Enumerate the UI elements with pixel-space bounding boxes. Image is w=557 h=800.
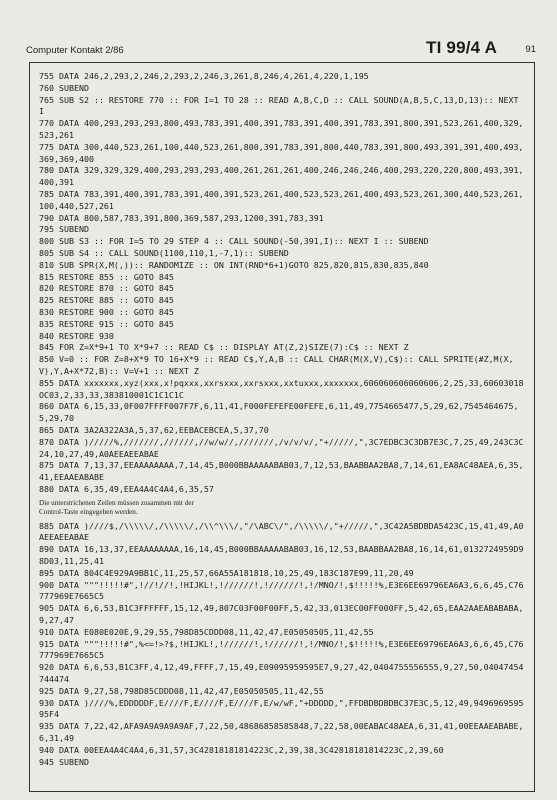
listing-line: 805 SUB S4 :: CALL SOUND(1100,110,1,-7,1):: SUBEND xyxy=(39,247,289,258)
control-key-note: Die unterstrichenen Zeilen müssen zusammen mit der Control-Taste eingegeben werden. xyxy=(39,498,194,516)
page-header xyxy=(26,38,536,58)
listing-line: 910 DATA E080E020E,9,29,55,798D85CDDD08,11,42,47,E05050505,11,42,55 xyxy=(39,626,374,637)
listing-line: 875 DATA 7,13,37,EEAAAAAAAA,7,14,45,B000BBAAAAABAB03,7,12,53,BAABBAA2BA8,7,14,61,EA8AC48AEA,6,35,41,EEAAEABABE xyxy=(39,460,524,483)
section-title: TI 99/4 A xyxy=(426,38,498,57)
listing-line: 775 DATA 300,440,523,261,100,440,523,261,800,391,783,391,800,440,783,391,800,493,391,391,400,493,369,369,400 xyxy=(39,141,524,164)
listing-line: 850 V=0 :: FOR Z=8+X*9 TO 16+X*9 :: READ C$,Y,A,B :: CALL CHAR(M(X,V),C$):: CALL SPRITE(#Z,M(X,V),Y,A+X*72,B):: V=V+1 :: NEXT Z xyxy=(39,354,514,376)
page-number: 91 xyxy=(525,44,536,55)
listing-line: 915 DATA """!!!!!#",%<=!>?$,!HIJKL!,!//////!,!//////!,!/MNO/!,$!!!!!%,E3E6EE69796EA6A3,6,6,45,C76777969E7665C5 xyxy=(39,638,524,661)
listing-line: 820 RESTORE 870 :: GOTO 845 xyxy=(39,283,174,294)
listing-line: 895 DATA 804C4E929A9BB1C,11,25,57,66A55A181818,10,25,49,183C187E99,11,20,49 xyxy=(39,567,414,578)
listing-line: 770 DATA 400,293,293,293,800,493,783,391,400,391,783,391,400,391,783,391,800,391,523,261,400,329,523,261 xyxy=(39,118,524,140)
listing-line: 785 DATA 783,391,400,391,783,391,400,391,523,261,400,523,523,261,400,493,523,261,300,440,523,261,100,440,527,261 xyxy=(39,188,524,211)
listing-line: 760 SUBEND xyxy=(39,82,89,93)
listing-line: 940 DATA 00EEA4A4C4A4,6,31,57,3C42818181814223C,2,39,38,3C42818181814223C,2,39,60 xyxy=(39,744,444,755)
listing-line: 900 DATA """!!!!!#",!//!//!,!HIJKL!,!//////!,!//////!,!/MNO/!,$!!!!!%,E3E6EE69796EA6A3,6,6,45,C76777969E7665C5 xyxy=(39,579,524,602)
listing-line: 840 RESTORE 930 xyxy=(39,330,114,341)
listing-line: 855 DATA xxxxxxx,xyz(xxx,x!pqxxx,xxrsxxx,xxrsxxx,xxtuxxx,xxxxxxx,606060606060606,2,25,33,60603018OC03,2,33,33,383810001C1C1C1C xyxy=(39,377,524,400)
listing-line: 890 DATA 16,13,37,EEAAAAAAAA,16,14,45,B000BBAAAAABAB03,16,12,53,BAABBAA2BA8,16,14,61,0132724959D98D03,11,25,41 xyxy=(39,544,524,567)
listing-line: 905 DATA 6,6,53,B1C3FFFFFF,15,12,49,807C03F00F00FF,5,42,33,013EC00FF000FF,5,42,65,EAA2AAEABABABA,9,27,47 xyxy=(39,603,524,626)
listing-line: 790 DATA 800,587,783,391,800,369,587,293,1200,391,783,391 xyxy=(39,212,324,223)
listing-line: 920 DATA 6,6,53,B1C3FF,4,12,49,FFFF,7,15,49,E09095959595E7,9,27,42,0404755556555,9,27,50,04047454744474 xyxy=(39,662,524,685)
listing-line: 885 DATA )////$,/\\\\\/,/\\\\\/,/\\^\\\/,"/\ABC\/",/\\\\\/,"+/////,",3C42A5BDBDA5423C,15,41,49,A0AEEAEEABAE xyxy=(39,520,524,543)
listing-block-a xyxy=(39,71,526,496)
listing-line: 815 RESTORE 855 :: GOTO 845 xyxy=(39,271,174,282)
listing-line: 780 DATA 329,329,329,400,293,293,293,400,261,261,261,400,246,246,246,400,293,220,220,800,493,391,400,391 xyxy=(39,165,524,188)
listing-line: 830 RESTORE 900 :: GOTO 845 xyxy=(39,306,174,317)
listing-block-b xyxy=(39,521,526,769)
magazine-name: Computer Kontakt 2/86 xyxy=(26,45,124,56)
listing-line: 865 DATA 3A2A322A3A,5,37,62,EEBACEBCEA,5,37,70 xyxy=(39,424,269,435)
listing-line: 810 SUB SPR(X,M(,)):: RANDOMIZE :: ON INT(RND*6+1)GOTO 825,820,815,830,835,840 xyxy=(39,259,429,270)
listing-line: 765 SUB S2 :: RESTORE 770 :: FOR I=1 TO 28 :: READ A,B,C,D :: CALL SOUND(A,B,5,C,13,D,13):: NEXT I xyxy=(39,94,524,117)
program-listing xyxy=(29,62,535,792)
listing-line: 835 RESTORE 915 :: GOTO 845 xyxy=(39,318,174,329)
listing-line: 870 DATA )/////%,///////,//////,//w/w//,///////,/v/v/v/,"+/////,",3C7EDBC3C3DB7E3C,7,25,49,243C3C24,10,27,49,A0AEEAEEABAE xyxy=(39,436,524,459)
listing-line: 825 RESTORE 885 :: GOTO 845 xyxy=(39,295,174,306)
listing-line: 930 DATA )////%,EDDDDDF,E////F,E////F,E////F,E/w/wF,"+DDDDD,",FFDBDBDBDBC37E3C,5,12,49,949696959595F4 xyxy=(39,697,524,720)
listing-line: 755 DATA 246,2,293,2,246,2,293,2,246,3,261,8,246,4,261,4,220,1,195 xyxy=(39,71,369,81)
listing-line: 795 SUBEND xyxy=(39,224,89,235)
listing-line: 945 SUBEND xyxy=(39,756,89,767)
listing-line: 800 SUB S3 :: FOR I=5 TO 29 STEP 4 :: CALL SOUND(-50,391,I):: NEXT I :: SUBEND xyxy=(39,236,429,247)
listing-line: 925 DATA 9,27,58,798D85CDDD08,11,42,47,E05050505,11,42,55 xyxy=(39,685,324,696)
listing-line: 845 FOR Z=X*9+1 TO X*9+7 :: READ C$ :: DISPLAY AT(Z,2)SIZE(7):C$ :: NEXT Z xyxy=(39,342,409,353)
listing-line: 880 DATA 6,35,49,EEA4A4C4A4,6,35,57 xyxy=(39,483,214,494)
listing-line: 860 DATA 6,15,33,0F007FFFF007F7F,6,11,41,F000FEFEFE00FEFE,6,11,49,7754665477,5,29,62,7545464675,5,29,70 xyxy=(39,401,519,424)
listing-line: 935 DATA 7,22,42,AFA9A9A9A9A9AF,7,22,50,48686858585848,7,22,58,00EABAC48AEA,6,31,41,00EEAAEABABE,6,31,49 xyxy=(39,721,524,744)
